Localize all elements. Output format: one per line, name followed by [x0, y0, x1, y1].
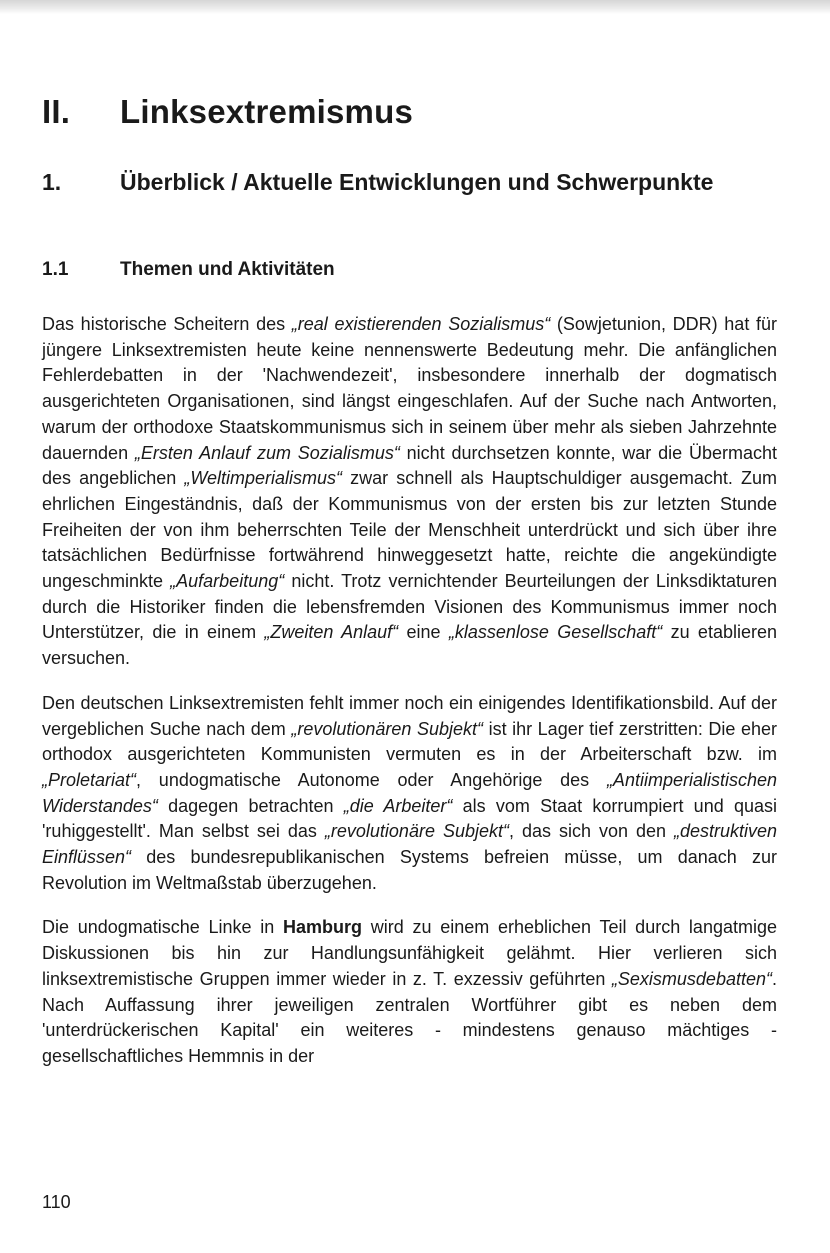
- text-run: , undogmatische Autonome oder Angehörige des: [136, 769, 607, 790]
- text-run: zu etablieren versuchen.: [42, 622, 777, 669]
- text-run: Das historische Scheitern des: [42, 314, 292, 334]
- text-run: wird zu einem erheblichen Teil durch langatmige Diskussionen bis hin zur Handlungsunfähigkeit gelähmt. Hier verlieren sich linksextremistische Gruppen immer wieder in z. T. exzessiv geführten: [42, 917, 777, 989]
- section-title: Überblick / Aktuelle Entwicklungen und Schwerpunkte: [120, 169, 714, 195]
- subsection-title: Themen und Aktivitäten: [120, 259, 335, 280]
- body-text: [42, 312, 777, 1089]
- italic-phrase: „klassenlose Gesellschaft“: [448, 622, 663, 643]
- italic-phrase: „Aufarbeitung“: [170, 571, 285, 592]
- text-run: als vom Staat korrumpiert und quasi 'ruhiggestellt'. Man selbst sei das: [42, 795, 777, 842]
- text-run: nicht durchsetzen konnte, war die Übermacht des angeblichen: [42, 442, 778, 489]
- chapter-number: II.: [42, 93, 71, 130]
- text-run: nicht. Trotz vernichtender Beurteilungen der Linksdiktaturen durch die Historiker finden die lebensfremden Visionen des Kommunismus immer noch Unterstützer, die in einem: [42, 571, 777, 643]
- italic-phrase: „destruktiven Einflüssen“: [42, 821, 778, 868]
- paragraph-3: [42, 915, 777, 1069]
- bold-phrase: Hamburg: [283, 917, 363, 938]
- italic-phrase: „Proletariat“: [42, 769, 137, 790]
- page-number: 110: [42, 1192, 71, 1212]
- text-run: . Nach Auffassung ihrer jeweiligen zentralen Wortführer gibt es neben dem 'unterdrückerischen Kapital' ein weiteres - mindestens genauso mächtiges - gesellschaftliches Hemmnis in der: [42, 968, 777, 1066]
- text-run: Den deutschen Linksextremisten fehlt immer noch ein einigendes Identifikationsbild. Auf der vergeblichen Suche nach dem: [42, 692, 777, 739]
- section-number: 1.: [42, 169, 62, 195]
- subsection-number: 1.1: [42, 259, 69, 280]
- italic-phrase: „real existierenden Sozialismus“: [291, 314, 551, 334]
- text-run: ist ihr Lager tief zerstritten: Die eher orthodox ausgerichteten Kommunisten vermuten es in der Arbeiterschaft bzw. im: [42, 718, 777, 765]
- italic-phrase: „revolutionären Subjekt“: [291, 718, 484, 739]
- italic-phrase: „revolutionäre Subjekt“: [324, 821, 509, 842]
- text-run: , das sich von den: [508, 821, 674, 842]
- text-run: des bundesrepublikanischen Systems befreien müsse, um danach zur Revolution im Weltmaßstab überzugehen.: [42, 847, 777, 893]
- chapter-title: Linksextremismus: [120, 93, 413, 130]
- text-run: Die undogmatische Linke in: [42, 917, 284, 938]
- text-run: eine: [398, 622, 449, 643]
- italic-phrase: „Weltimperialismus“: [184, 468, 343, 489]
- italic-phrase: „Ersten Anlauf zum Sozialismus“: [134, 442, 400, 463]
- text-run: (Sowjetunion, DDR) hat für jüngere Linksextremisten heute keine nennenswerte Bedeutung mehr. Die anfänglichen Fehlerdebatten in der 'Nachwendezeit', insbesondere innerhalb der dogmatisch ausgerichteten Organisationen, sind längst eingeschlafen. Auf der Suche nach Antworten, warum der orthodoxe Staatskommunismus sich in seinem über mehr als sieben Jahrzehnte dauernden: [42, 314, 777, 463]
- italic-phrase: „Sexismusdebatten“: [611, 968, 772, 989]
- text-run: dagegen betrachten: [157, 795, 344, 816]
- paragraph-2: [42, 691, 777, 897]
- italic-phrase: „Zweiten Anlauf“: [264, 622, 399, 643]
- scan-edge-bar: [0, 0, 830, 14]
- italic-phrase: „die Arbeiter“: [343, 795, 453, 816]
- paragraph-1: [42, 312, 777, 672]
- italic-phrase: „Antiimperialistischen Widerstandes“: [42, 769, 777, 816]
- text-run: zwar schnell als Hauptschuldiger ausgemacht. Zum ehrlichen Eingeständnis, daß der Kommunismus von der ersten bis zur letzten Stunde Freiheiten der von ihm beherrschten Teile der Menschheit unterdrückt und sich über ihre tatsächlichen Bedürfnisse fortwährend hinweggesetzt hatte, reichte die angekündigte ungeschminkte: [42, 468, 777, 592]
